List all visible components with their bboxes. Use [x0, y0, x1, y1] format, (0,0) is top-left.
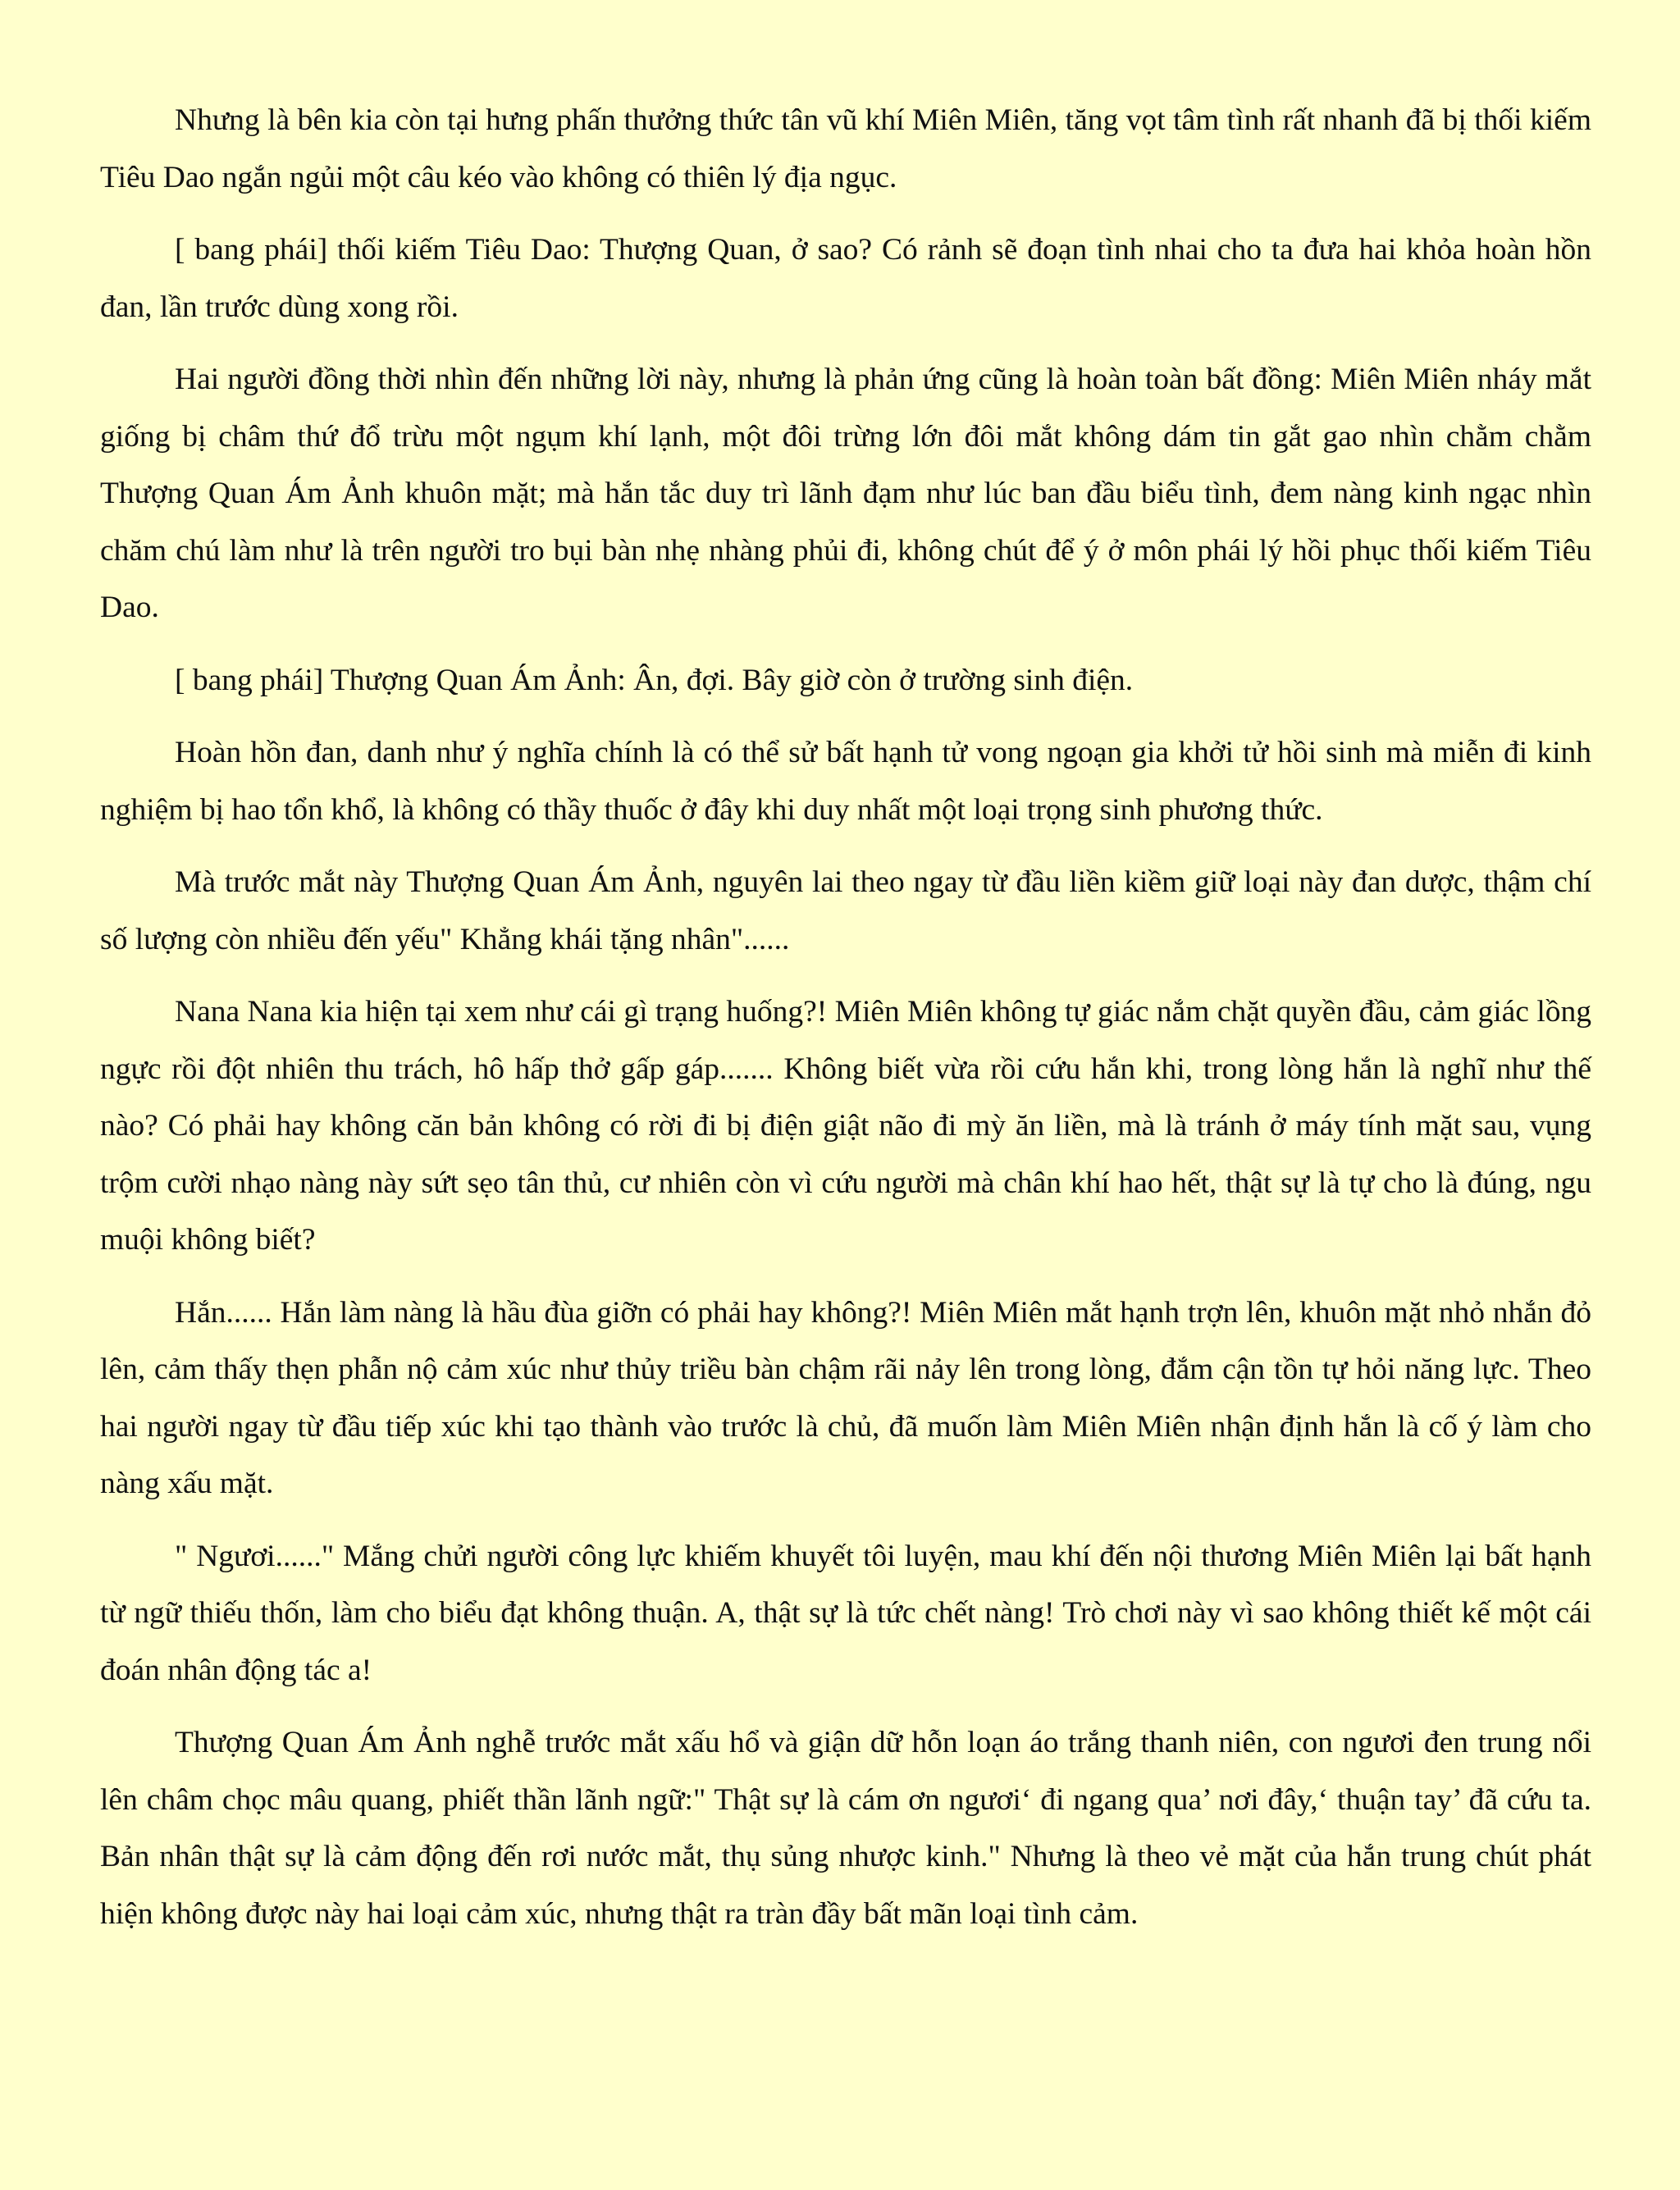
paragraph: Hoàn hồn đan, danh như ý nghĩa chính là có thể sử bất hạnh tử vong ngoạn gia khởi tử hồi sinh mà miễn đi kinh nghiệm bị hao tổn khổ, là không có thầy thuốc ở đây khi duy nhất một loại trọng sinh phương thức. — [100, 736, 1591, 827]
paragraph: [ bang phái] Thượng Quan Ám Ảnh: Ân, đợi. Bây giờ còn ở trường sinh điện. — [175, 663, 1134, 697]
paragraph: Hai người đồng thời nhìn đến những lời này, nhưng là phản ứng cũng là hoàn toàn bất đồng: Miên Miên nháy mắt giống bị châm thứ đổ trừu một ngụm khí lạnh, một đôi trừng lớn đôi mắt không dám tin gắt gao nhìn chằm chằm Thượng Quan Ám Ảnh khuôn mặt; mà hắn tắc duy trì lãnh đạm như lúc ban đầu biểu tình, đem nàng kinh ngạc nhìn chăm chú làm như là trên người tro bụi bàn nhẹ nhàng phủi đi, không chút để ý ở môn phái lý hồi phục thối kiếm Tiêu Dao. — [100, 363, 1591, 624]
document-page — [100, 92, 1591, 1942]
paragraph: Mà trước mắt này Thượng Quan Ám Ảnh, nguyên lai theo ngay từ đầu liền kiềm giữ loại này đan dược, thậm chí số lượng còn nhiều đến yếu" Khẳng khái tặng nhân"...... — [100, 865, 1591, 956]
paragraph: Nana Nana kia hiện tại xem như cái gì trạng huống?! Miên Miên không tự giác nắm chặt quyền đầu, cảm giác lồng ngực rồi đột nhiên thu trách, hô hấp thở gấp gáp....... Không biết vừa rồi cứu hắn khi, trong lòng hắn là nghĩ như thế nào? Có phải hay không căn bản không có rời đi bị điện giật não đi mỳ ăn liền, mà là tránh ở máy tính mặt sau, vụng trộm cười nhạo nàng này sứt sẹo tân thủ, cư nhiên còn vì cứu người mà chân khí hao hết, thật sự là tự cho là đúng, ngu muội không biết? — [100, 995, 1591, 1257]
paragraph: " Ngươi......" Mắng chửi người công lực khiếm khuyết tôi luyện, mau khí đến nội thương Miên Miên lại bất hạnh từ ngữ thiếu thốn, làm cho biểu đạt không thuận. A, thật sự là tức chết nàng! Trò chơi này vì sao không thiết kế một cái đoán nhân động tác a! — [100, 1539, 1591, 1687]
paragraph: Hắn...... Hắn làm nàng là hầu đùa giỡn có phải hay không?! Miên Miên mắt hạnh trợn lên, khuôn mặt nhỏ nhắn đỏ lên, cảm thấy thẹn phẫn nộ cảm xúc như thủy triều bàn chậm rãi nảy lên trong lòng, đắm cận tồn tự hỏi năng lực. Theo hai người ngay từ đầu tiếp xúc khi tạo thành vào trước là chủ, đã muốn làm Miên Miên nhận định hắn là cố ý làm cho nàng xấu mặt. — [100, 1295, 1591, 1500]
paragraph: [ bang phái] thối kiếm Tiêu Dao: Thượng Quan, ở sao? Có rảnh sẽ đoạn tình nhai cho ta đưa hai khỏa hoàn hồn đan, lần trước dùng xong rồi. — [100, 233, 1591, 324]
paragraph: Nhưng là bên kia còn tại hưng phấn thưởng thức tân vũ khí Miên Miên, tăng vọt tâm tình rất nhanh đã bị thối kiếm Tiêu Dao ngắn ngủi một câu kéo vào không có thiên lý địa ngục. — [100, 103, 1591, 194]
paragraph: Thượng Quan Ám Ảnh nghễ trước mắt xấu hổ và giận dữ hỗn loạn áo trắng thanh niên, con ngươi đen trung nổi lên châm chọc mâu quang, phiết thần lãnh ngữ:" Thật sự là cám ơn ngươi‘ đi ngang qua’ nơi đây,‘ thuận tay’ đã cứu ta. Bản nhân thật sự là cảm động đến rơi nước mắt, thụ sủng nhược kinh." Nhưng là theo vẻ mặt của hắn trung chút phát hiện không được này hai loại cảm xúc, nhưng thật ra tràn đầy bất mãn loại tình cảm. — [100, 1726, 1591, 1931]
